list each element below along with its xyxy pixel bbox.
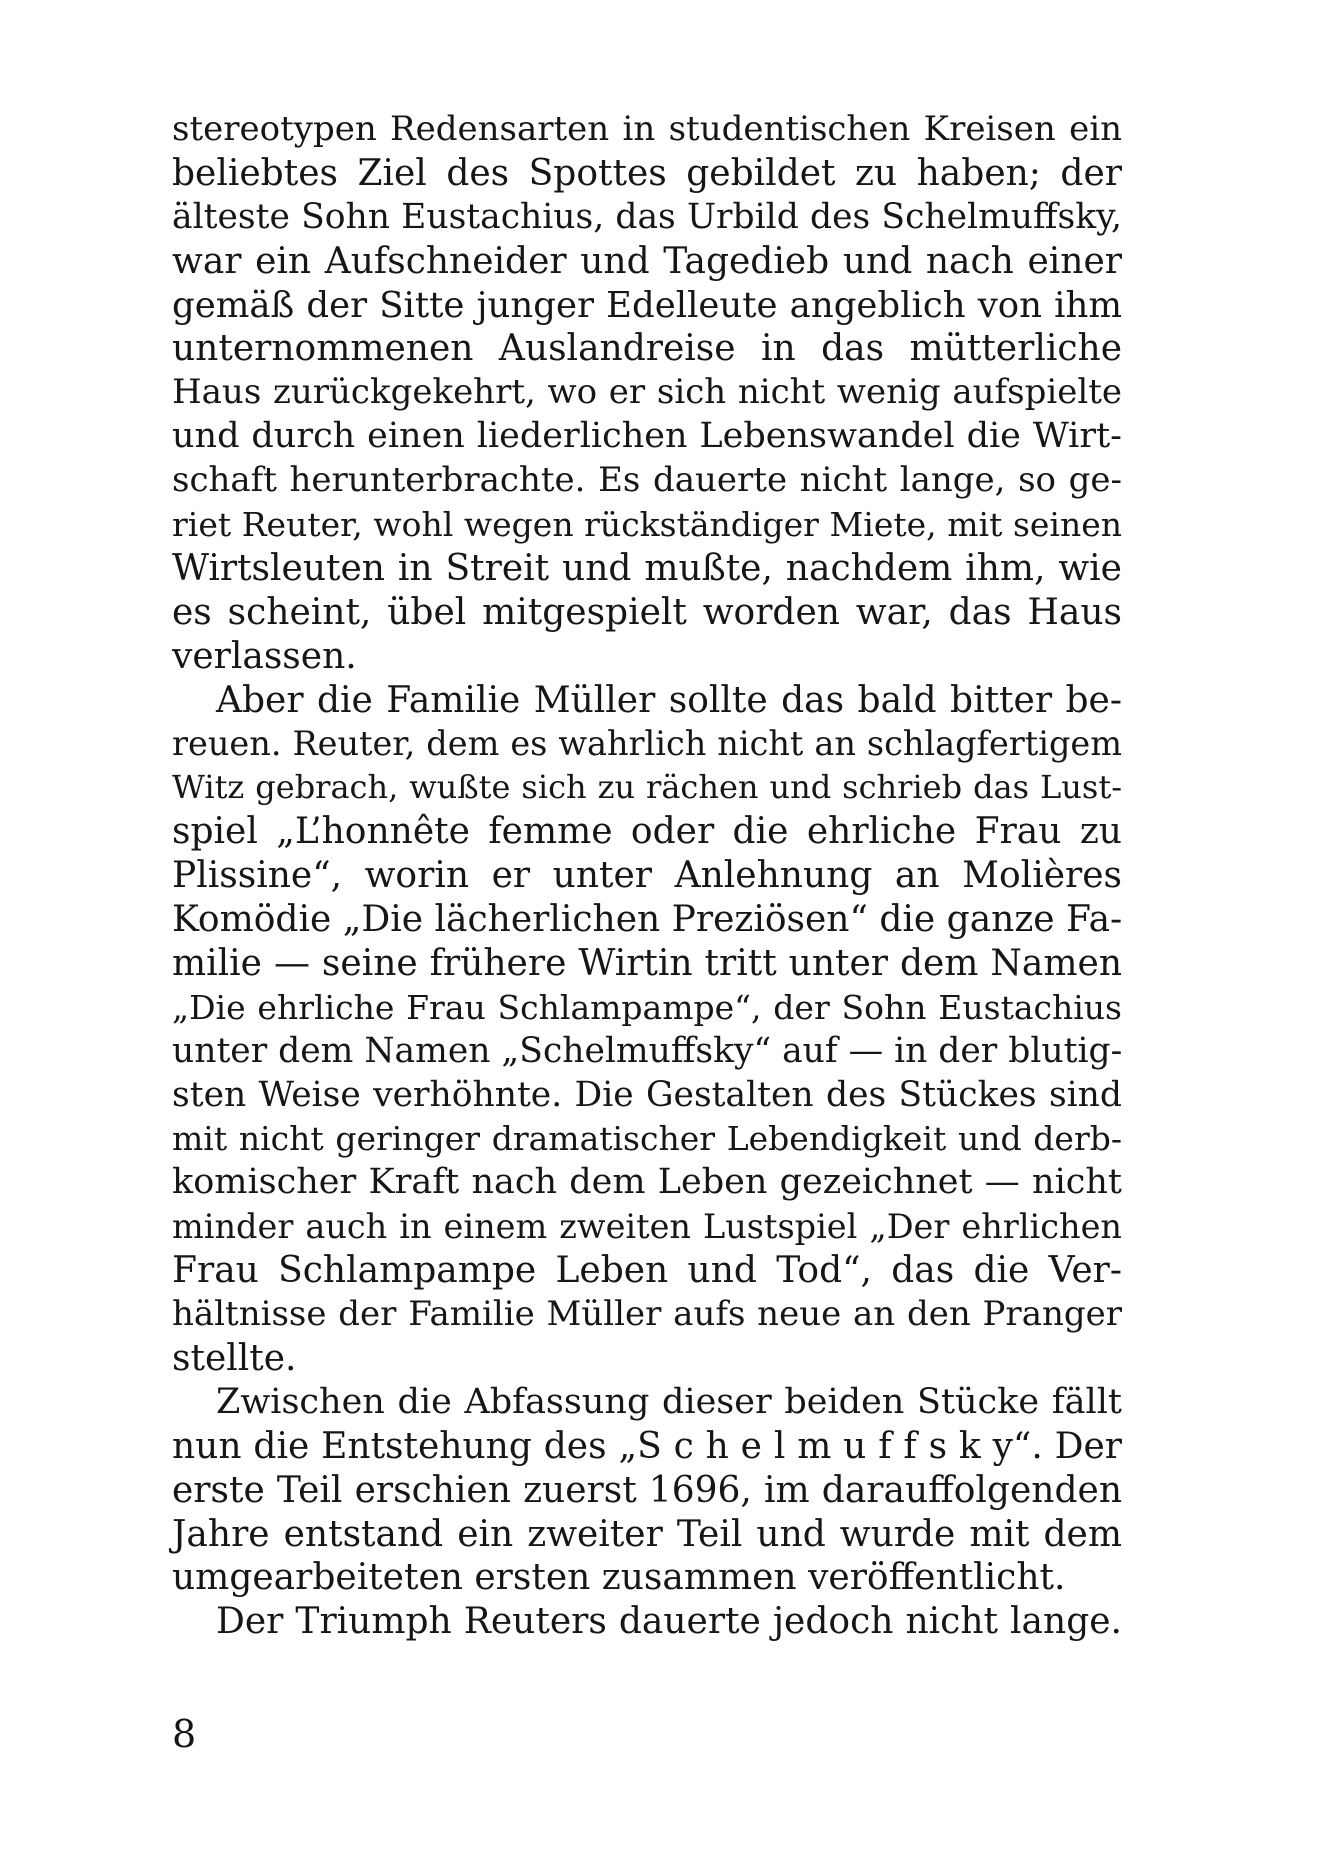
body-text <box>172 108 1122 1644</box>
text-line: verlassen. <box>172 635 357 677</box>
text-line: stellte. <box>172 1337 297 1379</box>
text-line: milie — seine frühere Wirtin tritt unter dem Namen <box>172 942 1122 984</box>
text-line: umgearbeiteten ersten zusammen veröffentlicht. <box>172 1557 1066 1599</box>
text-line: beliebtes Ziel des Spottes gebildet zu haben; der <box>172 152 1122 194</box>
text-line: minder auch in einem zweiten Lustspiel „Der ehrlichen <box>172 1207 1122 1247</box>
text-line: Komödie „Die lächerlichen Preziösen“ die ganze Fa- <box>172 899 1123 941</box>
text-line: mit nicht geringer dramatischer Lebendigkeit und derb- <box>172 1119 1122 1159</box>
text-line: erste Teil erschien zuerst 1696, im darauffolgenden <box>172 1469 1122 1511</box>
text-line: Witz gebrach, wußte sich zu rächen und schrieb das Lust- <box>172 768 1122 807</box>
text-line: spiel „L’honnête femme oder die ehrliche Frau zu <box>172 811 1122 853</box>
text-line: und durch einen liederlichen Lebenswandel die Wirt- <box>172 416 1122 457</box>
text-line: Plissine“, worin er unter Anlehnung an Molières <box>172 855 1122 897</box>
text-line: sten Weise verhöhnte. Die Gestalten des Stückes sind <box>172 1074 1122 1115</box>
text-line: komischer Kraft nach dem Leben gezeichnet — nicht <box>172 1162 1122 1203</box>
text-line: unternommenen Auslandreise in das mütterliche <box>172 328 1122 370</box>
text-line: Wirtsleuten in Streit und mußte, nachdem ihm, wie <box>172 547 1122 589</box>
paragraph-start-line: Aber die Familie Müller sollte das bald bitter be- <box>216 679 1122 721</box>
text-line: älteste Sohn Eustachius, das Urbild des Schelmuffsky, <box>172 196 1122 237</box>
text-line: nun die Entstehung des „S c h e l m u f f s k y“. Der <box>172 1425 1122 1467</box>
text-line: gemäß der Sitte junger Edelleute angeblich von ihm <box>172 284 1122 326</box>
text-line: reuen. Reuter, dem es wahrlich nicht an schlagfertigem <box>172 724 1122 764</box>
text-line: „Die ehrliche Frau Schlampampe“, der Sohn Eustachius <box>172 987 1122 1027</box>
text-line: es scheint, übel mitgespielt worden war, das Haus <box>172 591 1122 633</box>
page-number: 8 <box>172 1712 197 1756</box>
text-line: schaft herunterbrachte. Es dauerte nicht lange, so ge- <box>172 460 1122 501</box>
text-line: war ein Aufschneider und Tagedieb und nach einer <box>172 240 1122 282</box>
text-line: Frau Schlampampe Leben und Tod“, das die Ver- <box>172 1250 1122 1292</box>
paragraph-start-line: Zwischen die Abfassung dieser beiden Stücke fällt <box>216 1381 1122 1422</box>
text-line: unter dem Namen „Schelmuffsky“ auf — in der blutig- <box>172 1030 1123 1071</box>
text-line: Haus zurückgekehrt, wo er sich nicht wenig aufspielte <box>172 372 1122 413</box>
text-line: hältnisse der Familie Müller aufs neue an den Pranger <box>172 1294 1122 1335</box>
paragraph-start-line: Der Triumph Reuters dauerte jedoch nicht lange. <box>216 1601 1122 1643</box>
text-line: Jahre entstand ein zweiter Teil und wurde mit dem <box>172 1513 1122 1555</box>
text-line: riet Reuter, wohl wegen rückständiger Miete, mit seinen <box>172 505 1122 545</box>
text-line: stereotypen Redensarten in studentischen Kreisen ein <box>172 109 1122 149</box>
